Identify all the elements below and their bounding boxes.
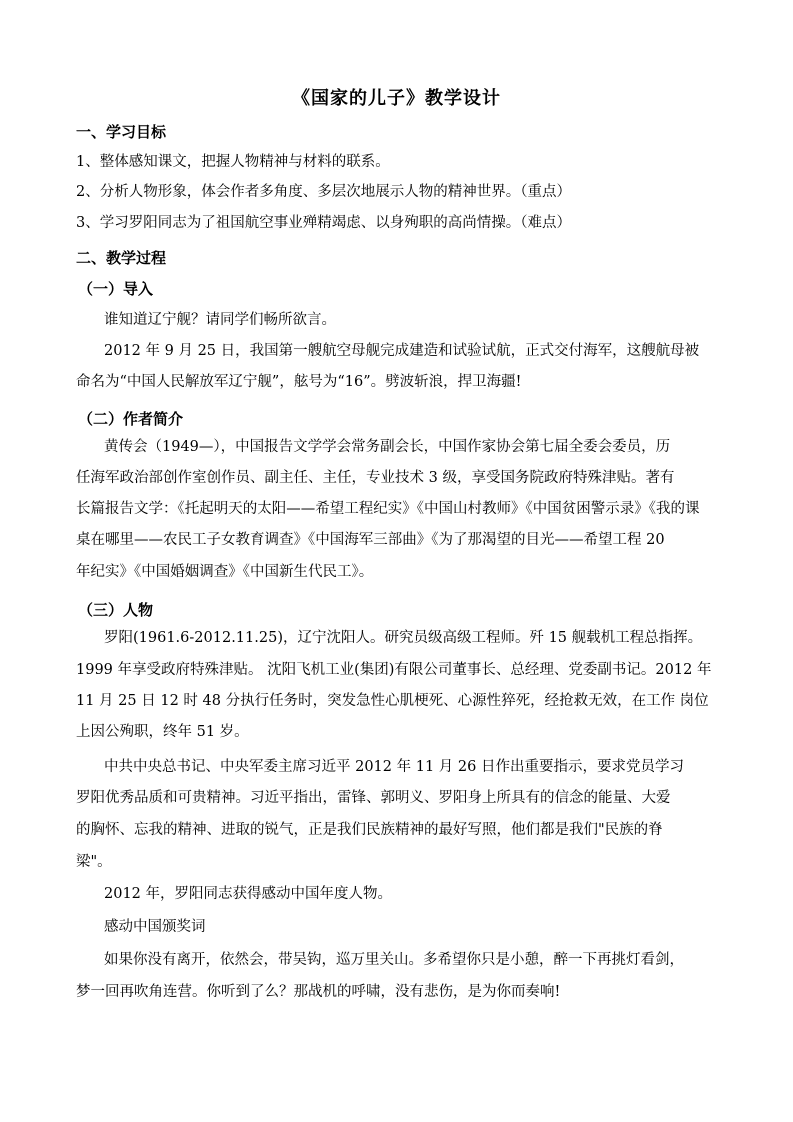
person-paragraph-line: 11 月 25 日 12 时 48 分执行任务时，突发急性心肌梗死、心源性猝死，经抢救无效，在工作 岗位 <box>76 693 709 709</box>
author-paragraph-line: 任海军政治部创作室创作员、副主任、主任，专业技术 3 级，享受国务院政府特殊津贴。著有 <box>76 470 675 486</box>
person-paragraph-line: 1999 年享受政府特殊津贴。 沈阳飞机工业(集团)有限公司董事长、总经理、党委副书记。2012 年 <box>76 662 712 678</box>
intro-paragraph-line: 2012 年 9 月 25 日，我国第一艘航空母舰完成建造和试验试航，正式交付海军，这艘航母被 <box>104 343 700 359</box>
subsection-heading-intro: （一）导入 <box>78 280 154 298</box>
goal-item-1: 1、整体感知课文，把握人物精神与材料的联系。 <box>76 154 390 170</box>
goal-item-3: 3、学习罗阳同志为了祖国航空事业殚精竭虑、以身殉职的高尚情操。（难点） <box>76 215 571 231</box>
document-title: 《国家的儿子》教学设计 <box>292 88 501 109</box>
goal-item-2: 2、分析人物形象，体会作者多角度、多层次地展示人物的精神世界。（重点） <box>76 184 571 200</box>
person-paragraph-line: 的胸怀、忘我的精神、进取的锐气，正是我们民族精神的最好写照，他们都是我们"民族的脊 <box>76 822 663 838</box>
subsection-heading-person: （三）人物 <box>78 601 154 619</box>
person-paragraph-line: 上因公殉职，终年 51 岁。 <box>76 724 249 740</box>
person-paragraph-line: 中共中央总书记、中央军委主席习近平 2012 年 11 月 26 日作出重要指示，要求党员学习 <box>104 759 684 775</box>
author-paragraph-line: 年纪实》《中国婚姻调查》《中国新生代民工》。 <box>76 564 374 580</box>
award-speech-line: 如果你没有离开，依然会，带吴钩，巡万里关山。多希望你只是小憩，醉一下再挑灯看剑， <box>104 952 684 968</box>
person-paragraph-line: 2012 年，罗阳同志获得感动中国年度人物。 <box>104 886 393 902</box>
award-speech-heading: 感动中国颁奖词 <box>104 919 206 935</box>
person-paragraph-line: 罗阳(1961.6-2012.11.25)，辽宁沈阳人。研究员级高级工程师。歼 15 舰载机工程总指挥。 <box>104 630 703 646</box>
intro-paragraph-line: 命名为“中国人民解放军辽宁舰”，舷号为“16”。劈波斩浪，捍卫海疆! <box>76 374 522 390</box>
section-heading-teaching-process: 二、教学过程 <box>76 249 167 267</box>
author-paragraph-line: 桌在哪里——农民工子女教育调查》《中国海军三部曲》《为了那渴望的目光——希望工程 20 <box>76 532 665 548</box>
subsection-heading-author: （二）作者简介 <box>78 410 184 428</box>
person-paragraph-line: 梁"。 <box>76 854 112 870</box>
section-heading-learning-goals: 一、学习目标 <box>76 123 167 141</box>
author-paragraph-line: 黄传会（1949—），中国报告文学学会常务副会长，中国作家协会第七届全委会委员，历 <box>104 439 671 455</box>
award-speech-line: 梦一回再吹角连营。你听到了么？那战机的呼啸，没有悲伤，是为你而奏响! <box>76 984 561 1000</box>
person-paragraph-line: 罗阳优秀品质和可贵精神。习近平指出，雷锋、郭明义、罗阳身上所具有的信念的能量、大爱 <box>76 790 671 806</box>
author-paragraph-line: 长篇报告文学：《托起明天的太阳——希望工程纪实》《中国山村教师》《中国贫困警示录》《我的课 <box>76 501 700 517</box>
intro-paragraph-line: 谁知道辽宁舰？请同学们畅所欲言。 <box>104 312 336 328</box>
